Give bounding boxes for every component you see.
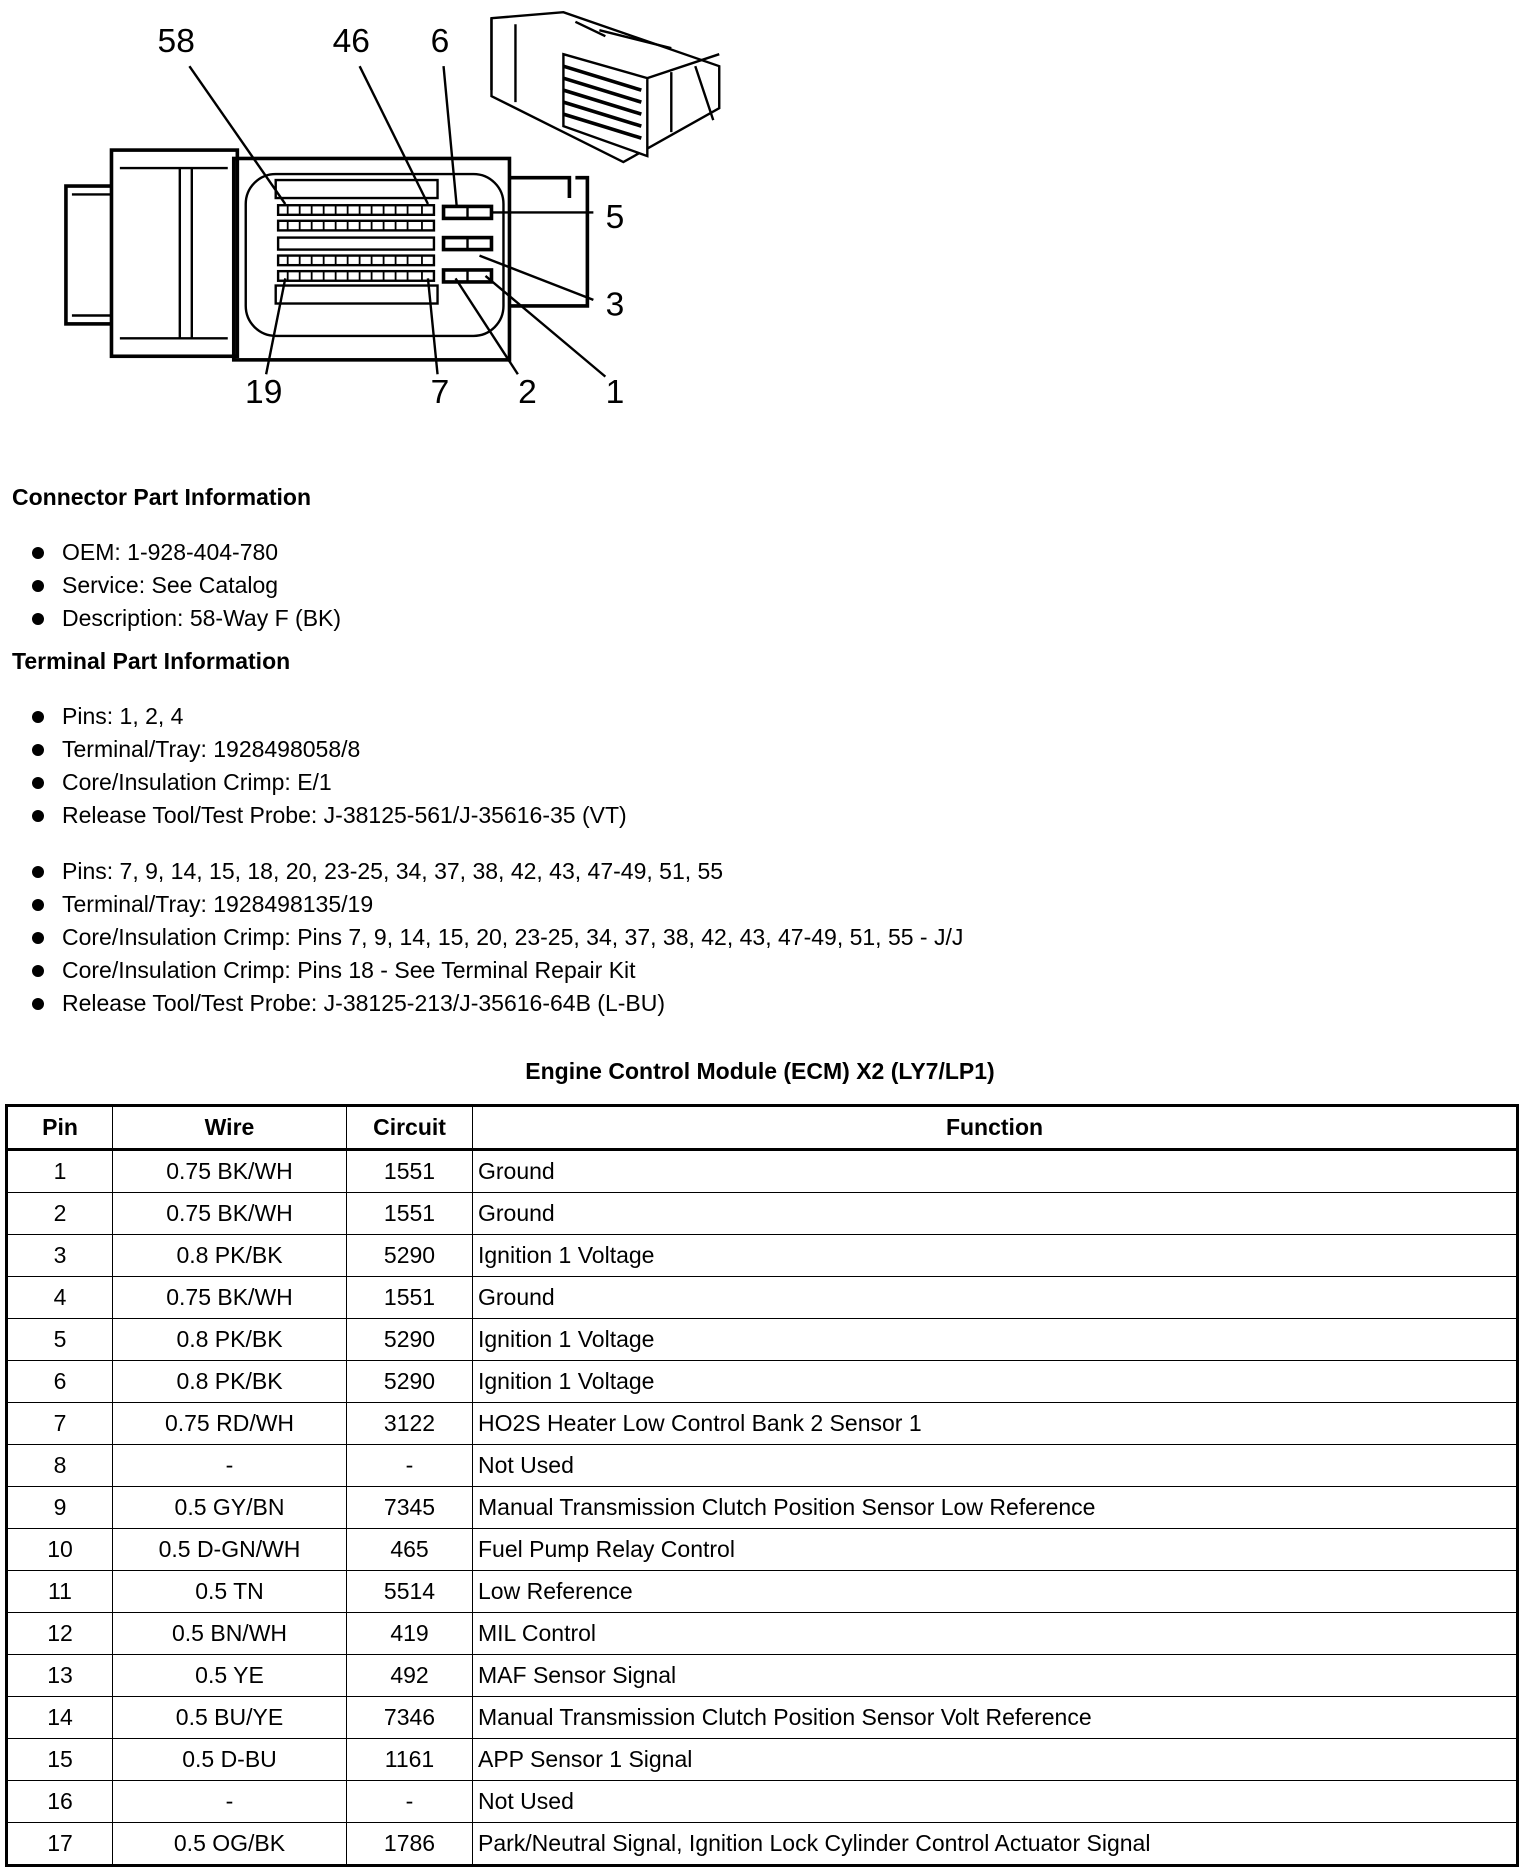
cell-pin: 9: [7, 1487, 113, 1529]
cell-function: Manual Transmission Clutch Position Sensor Volt Reference: [473, 1697, 1518, 1739]
header-wire: Wire: [113, 1106, 347, 1150]
table-row: [7, 1697, 1518, 1739]
cell-wire: -: [113, 1781, 347, 1823]
cell-pin: 1: [7, 1150, 113, 1193]
terminal-info-group-2: [28, 855, 963, 1020]
table-row: [7, 1361, 1518, 1403]
callout-1: 1: [605, 374, 625, 412]
cell-pin: 4: [7, 1277, 113, 1319]
cell-function: HO2S Heater Low Control Bank 2 Sensor 1: [473, 1403, 1518, 1445]
callout-58: 58: [157, 22, 195, 60]
cell-wire: 0.5 D-GN/WH: [113, 1529, 347, 1571]
cell-function: Ignition 1 Voltage: [473, 1361, 1518, 1403]
table-title: Engine Control Module (ECM) X2 (LY7/LP1): [525, 1058, 995, 1084]
list-item: Core/Insulation Crimp: E/1: [28, 766, 627, 799]
table-row: [7, 1403, 1518, 1445]
cell-wire: 0.75 BK/WH: [113, 1277, 347, 1319]
list-item: Release Tool/Test Probe: J-38125-561/J-35616-35 (VT): [28, 799, 627, 832]
cell-function: Ignition 1 Voltage: [473, 1319, 1518, 1361]
list-item: Release Tool/Test Probe: J-38125-213/J-35616-64B (L-BU): [28, 987, 963, 1020]
callout-6: 6: [430, 22, 450, 60]
cell-circuit: 5290: [347, 1319, 473, 1361]
callout-5: 5: [605, 199, 625, 236]
table-row: [7, 1319, 1518, 1361]
cell-circuit: 1161: [347, 1739, 473, 1781]
cell-function: MIL Control: [473, 1613, 1518, 1655]
cell-pin: 3: [7, 1235, 113, 1277]
connector-3d-view: [491, 12, 719, 162]
list-item: Service: See Catalog: [28, 569, 341, 602]
list-item: OEM: 1-928-404-780: [28, 536, 341, 569]
cell-circuit: -: [347, 1781, 473, 1823]
cell-circuit: 1786: [347, 1823, 473, 1866]
cell-circuit: 7346: [347, 1697, 473, 1739]
cell-pin: 2: [7, 1193, 113, 1235]
cell-pin: 16: [7, 1781, 113, 1823]
table-row: [7, 1781, 1518, 1823]
cell-pin: 14: [7, 1697, 113, 1739]
cell-function: MAF Sensor Signal: [473, 1655, 1518, 1697]
cell-wire: 0.5 GY/BN: [113, 1487, 347, 1529]
table-row: [7, 1487, 1518, 1529]
cell-function: Ground: [473, 1150, 1518, 1193]
cell-circuit: 465: [347, 1529, 473, 1571]
cell-function: Ground: [473, 1193, 1518, 1235]
table-row: [7, 1445, 1518, 1487]
callout-7: 7: [430, 374, 450, 412]
list-item: Description: 58-Way F (BK): [28, 602, 341, 635]
header-circuit: Circuit: [347, 1106, 473, 1150]
cell-function: Ground: [473, 1277, 1518, 1319]
cell-wire: 0.75 BK/WH: [113, 1193, 347, 1235]
table-row: [7, 1529, 1518, 1571]
cell-function: Not Used: [473, 1781, 1518, 1823]
cell-pin: 8: [7, 1445, 113, 1487]
table-row: [7, 1193, 1518, 1235]
cell-function: APP Sensor 1 Signal: [473, 1739, 1518, 1781]
cell-function: Not Used: [473, 1445, 1518, 1487]
list-item: Core/Insulation Crimp: Pins 7, 9, 14, 15, 20, 23-25, 34, 37, 38, 42, 43, 47-49, 51, 55 - J/J: [28, 921, 963, 954]
pinout-table: [5, 1104, 1519, 1867]
connector-info-heading: Connector Part Information: [12, 484, 312, 510]
cell-circuit: 5514: [347, 1571, 473, 1613]
list-item: Terminal/Tray: 1928498058/8: [28, 733, 627, 766]
cell-pin: 11: [7, 1571, 113, 1613]
cell-wire: 0.75 RD/WH: [113, 1403, 347, 1445]
table-row: [7, 1739, 1518, 1781]
table-row: [7, 1655, 1518, 1697]
cell-circuit: -: [347, 1445, 473, 1487]
cell-wire: 0.8 PK/BK: [113, 1319, 347, 1361]
cell-pin: 10: [7, 1529, 113, 1571]
connector-diagram: [0, 0, 1520, 456]
cell-wire: 0.75 BK/WH: [113, 1150, 347, 1193]
table-row: [7, 1235, 1518, 1277]
cell-pin: 13: [7, 1655, 113, 1697]
cell-circuit: 1551: [347, 1277, 473, 1319]
callout-19: 19: [245, 374, 283, 412]
cell-pin: 7: [7, 1403, 113, 1445]
cell-circuit: 3122: [347, 1403, 473, 1445]
cell-wire: 0.8 PK/BK: [113, 1235, 347, 1277]
cell-circuit: 7345: [347, 1487, 473, 1529]
cell-wire: 0.5 BU/YE: [113, 1697, 347, 1739]
list-item: Core/Insulation Crimp: Pins 18 - See Terminal Repair Kit: [28, 954, 963, 987]
list-item: Terminal/Tray: 1928498135/19: [28, 888, 963, 921]
cell-circuit: 5290: [347, 1235, 473, 1277]
table-row: [7, 1150, 1518, 1193]
cell-function: Fuel Pump Relay Control: [473, 1529, 1518, 1571]
cell-pin: 5: [7, 1319, 113, 1361]
cell-wire: 0.5 D-BU: [113, 1739, 347, 1781]
cell-pin: 17: [7, 1823, 113, 1866]
cell-circuit: 1551: [347, 1150, 473, 1193]
callout-3: 3: [605, 286, 625, 324]
terminal-info-heading: Terminal Part Information: [12, 648, 291, 674]
table-row: [7, 1277, 1518, 1319]
connector-info-list: [28, 536, 341, 635]
callout-46: 46: [332, 22, 370, 60]
cell-pin: 15: [7, 1739, 113, 1781]
cell-function: Low Reference: [473, 1571, 1518, 1613]
table-row: [7, 1571, 1518, 1613]
pin-rows: [278, 205, 491, 282]
cell-function: Park/Neutral Signal, Ignition Lock Cylinder Control Actuator Signal: [473, 1823, 1518, 1866]
cell-wire: 0.5 OG/BK: [113, 1823, 347, 1866]
table-row: [7, 1613, 1518, 1655]
terminal-info-group-1: [28, 700, 627, 832]
cell-wire: -: [113, 1445, 347, 1487]
callout-2: 2: [518, 374, 537, 412]
connector-face-view: [66, 150, 587, 360]
cell-function: Ignition 1 Voltage: [473, 1235, 1518, 1277]
cell-wire: 0.5 BN/WH: [113, 1613, 347, 1655]
header-pin: Pin: [7, 1106, 113, 1150]
cell-pin: 6: [7, 1361, 113, 1403]
cell-circuit: 492: [347, 1655, 473, 1697]
table-row: [7, 1823, 1518, 1866]
cell-wire: 0.8 PK/BK: [113, 1361, 347, 1403]
list-item: Pins: 1, 2, 4: [28, 700, 627, 733]
list-item: Pins: 7, 9, 14, 15, 18, 20, 23-25, 34, 37, 38, 42, 43, 47-49, 51, 55: [28, 855, 963, 888]
cell-function: Manual Transmission Clutch Position Sensor Low Reference: [473, 1487, 1518, 1529]
cell-circuit: 5290: [347, 1361, 473, 1403]
cell-circuit: 419: [347, 1613, 473, 1655]
header-function: Function: [473, 1106, 1518, 1150]
table-header-row: [7, 1106, 1518, 1150]
cell-pin: 12: [7, 1613, 113, 1655]
cell-wire: 0.5 YE: [113, 1655, 347, 1697]
cell-wire: 0.5 TN: [113, 1571, 347, 1613]
cell-circuit: 1551: [347, 1193, 473, 1235]
